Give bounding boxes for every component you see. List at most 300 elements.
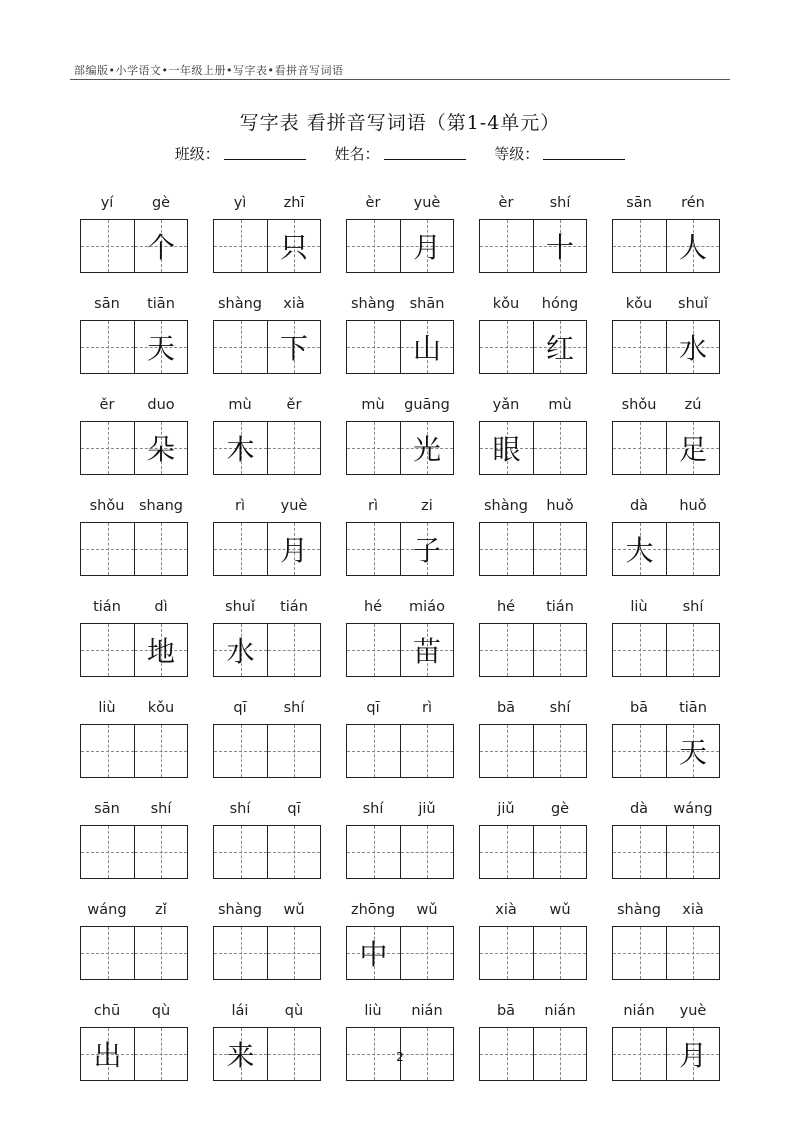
pinyin-row [612,898,720,922]
pinyin-syllable: yì [233,195,247,211]
writing-boxes [479,926,587,980]
tian-zi-ge-box[interactable] [214,220,267,272]
pinyin-row [213,999,321,1023]
tian-zi-ge-box[interactable] [613,422,666,474]
tian-zi-ge-box[interactable] [134,725,187,777]
word-cell [213,494,321,576]
tian-zi-ge-box[interactable] [267,220,320,272]
pinyin-syllable: huǒ [679,498,707,514]
word-cell [612,292,720,374]
class-blank[interactable] [224,145,306,160]
pinyin-syllable: wáng [87,902,127,918]
pinyin-syllable: qī [287,801,301,817]
tian-zi-ge-box[interactable] [666,523,719,575]
pinyin-syllable: guāng [404,397,450,413]
writing-boxes [213,825,321,879]
pinyin-row [80,595,188,619]
pinyin-row [612,292,720,316]
word-cell [346,494,454,576]
name-label: 姓名： [334,145,380,163]
page-header: 部编版•小学语文•一年级上册•写字表•看拼音写词语 [74,64,344,77]
tian-zi-ge-box[interactable] [533,321,586,373]
tian-zi-ge-box[interactable] [267,725,320,777]
pinyin-syllable: ěr [286,397,302,413]
tian-zi-ge-box[interactable] [347,725,400,777]
pinyin-syllable: shí [682,599,704,615]
tian-zi-ge-box[interactable] [613,523,666,575]
pinyin-syllable: nián [544,1003,576,1019]
hanzi-character: 足 [678,433,707,466]
pinyin-row [479,696,587,720]
word-cell [346,999,454,1081]
writing-boxes [346,926,454,980]
writing-boxes [479,320,587,374]
hanzi-character: 水 [226,635,255,668]
tian-zi-ge-box[interactable] [347,624,400,676]
pinyin-syllable: shí [362,801,384,817]
writing-boxes [479,421,587,475]
tian-zi-ge-box[interactable] [480,220,533,272]
pinyin-syllable: liù [98,700,116,716]
hanzi-character: 来 [226,1039,255,1072]
writing-boxes [612,724,720,778]
pinyin-syllable: huǒ [546,498,574,514]
pinyin-row [479,292,587,316]
tian-zi-ge-box[interactable] [81,1028,134,1080]
pinyin-syllable: wǔ [416,902,438,918]
header-divider [70,79,730,80]
pinyin-syllable: tián [546,599,574,615]
tian-zi-ge-box[interactable] [666,725,719,777]
hanzi-character: 个 [146,231,175,264]
pinyin-row [479,494,587,518]
tian-zi-ge-box[interactable] [533,523,586,575]
tian-zi-ge-box[interactable] [267,523,320,575]
tian-zi-ge-box[interactable] [480,927,533,979]
tian-zi-ge-box[interactable] [134,220,187,272]
word-cell [80,191,188,273]
writing-boxes [80,825,188,879]
pinyin-syllable: wǔ [549,902,571,918]
pinyin-syllable: rì [368,498,378,514]
pinyin-syllable: shuǐ [678,296,708,312]
word-cell [80,292,188,374]
hanzi-character: 光 [412,433,441,466]
tian-zi-ge-box[interactable] [134,422,187,474]
pinyin-syllable: shān [409,296,445,312]
name-blank[interactable] [384,145,466,160]
pinyin-row [80,696,188,720]
writing-boxes [80,724,188,778]
pinyin-syllable: dì [154,599,168,615]
tian-zi-ge-box[interactable] [533,725,586,777]
word-cell [80,393,188,475]
pinyin-row [213,696,321,720]
pinyin-syllable: shàng [616,902,662,918]
hanzi-character: 地 [146,635,175,668]
tian-zi-ge-box[interactable] [134,523,187,575]
word-cell [612,898,720,980]
page-number: 2 [396,1050,404,1064]
tian-zi-ge-box[interactable] [347,523,400,575]
pinyin-syllable: bā [496,1003,516,1019]
writing-boxes [612,522,720,576]
hanzi-character: 木 [226,433,255,466]
pinyin-syllable: miáo [409,599,445,615]
pinyin-syllable: tián [93,599,121,615]
hanzi-character: 苗 [412,635,441,668]
pinyin-syllable: shǒu [89,498,125,514]
pinyin-row [479,999,587,1023]
pinyin-row [346,797,454,821]
pinyin-syllable: tiān [679,700,707,716]
tian-zi-ge-box[interactable] [81,523,134,575]
word-cell [612,999,720,1081]
pinyin-row [80,494,188,518]
pinyin-row [346,292,454,316]
pinyin-syllable: kǒu [492,296,520,312]
hanzi-character: 下 [279,332,308,365]
tian-zi-ge-box[interactable] [480,422,533,474]
tian-zi-ge-box[interactable] [613,725,666,777]
hanzi-character: 月 [279,534,308,567]
tian-zi-ge-box[interactable] [134,624,187,676]
tian-zi-ge-box[interactable] [400,220,453,272]
word-cell [479,494,587,576]
tian-zi-ge-box[interactable] [214,725,267,777]
tian-zi-ge-box[interactable] [214,826,267,878]
word-cell [80,898,188,980]
word-cell [213,797,321,879]
writing-boxes [346,623,454,677]
pinyin-syllable: qī [233,700,247,716]
word-cell [612,494,720,576]
pinyin-syllable: zhī [283,195,305,211]
tian-zi-ge-box[interactable] [533,220,586,272]
tian-zi-ge-box[interactable] [613,927,666,979]
tian-zi-ge-box[interactable] [613,624,666,676]
pinyin-syllable: xià [283,296,305,312]
tian-zi-ge-box[interactable] [267,321,320,373]
word-cell [479,999,587,1081]
pinyin-syllable: tián [280,599,308,615]
word-cell [612,797,720,879]
tian-zi-ge-box[interactable] [666,422,719,474]
writing-boxes [612,825,720,879]
hanzi-character: 水 [678,332,707,365]
pinyin-syllable: zi [421,498,433,514]
hanzi-character: 山 [412,332,441,365]
tian-zi-ge-box[interactable] [267,826,320,878]
word-cell [346,292,454,374]
writing-boxes [612,421,720,475]
name-field [334,143,465,164]
tian-zi-ge-box[interactable] [214,523,267,575]
tian-zi-ge-box[interactable] [666,927,719,979]
pinyin-row [612,999,720,1023]
pinyin-syllable: gè [151,195,171,211]
word-cell [346,191,454,273]
writing-boxes [80,522,188,576]
tian-zi-ge-box[interactable] [400,321,453,373]
hanzi-character: 朵 [146,433,175,466]
hanzi-character: 眼 [492,433,521,466]
pinyin-row [479,595,587,619]
pinyin-syllable: shǒu [621,397,657,413]
writing-boxes [612,926,720,980]
grade-blank[interactable] [543,145,625,160]
writing-boxes [346,219,454,273]
word-cell [213,696,321,778]
pinyin-syllable: shí [549,195,571,211]
pinyin-syllable: èr [498,195,514,211]
writing-boxes [612,320,720,374]
tian-zi-ge-box[interactable] [214,1028,267,1080]
pinyin-row [479,898,587,922]
pinyin-syllable: gè [550,801,570,817]
class-field [175,143,306,164]
tian-zi-ge-box[interactable] [666,220,719,272]
writing-boxes [213,926,321,980]
pinyin-syllable: mù [361,397,385,413]
hanzi-character: 十 [545,231,574,264]
pinyin-syllable: èr [365,195,381,211]
tian-zi-ge-box[interactable] [214,927,267,979]
pinyin-row [346,898,454,922]
pinyin-syllable: sān [94,801,120,817]
hanzi-character: 出 [93,1039,122,1072]
pinyin-row [80,898,188,922]
writing-boxes [346,825,454,879]
pinyin-row [213,494,321,518]
pinyin-row [479,797,587,821]
pinyin-syllable: liù [364,1003,382,1019]
student-info-row [0,143,800,164]
tian-zi-ge-box[interactable] [400,927,453,979]
writing-boxes [479,522,587,576]
hanzi-character: 天 [146,332,175,365]
tian-zi-ge-box[interactable] [81,624,134,676]
word-cell [80,595,188,677]
tian-zi-ge-box[interactable] [400,422,453,474]
tian-zi-ge-box[interactable] [533,624,586,676]
pinyin-syllable: wǔ [283,902,305,918]
pinyin-syllable: bā [496,700,516,716]
tian-zi-ge-box[interactable] [613,826,666,878]
pinyin-syllable: yí [100,195,114,211]
tian-zi-ge-box[interactable] [533,927,586,979]
tian-zi-ge-box[interactable] [134,927,187,979]
writing-boxes [80,421,188,475]
writing-boxes [80,926,188,980]
pinyin-syllable: hé [496,599,516,615]
tian-zi-ge-box[interactable] [400,826,453,878]
pinyin-syllable: qī [366,700,380,716]
writing-boxes [479,724,587,778]
pinyin-syllable: rì [235,498,245,514]
tian-zi-ge-box[interactable] [480,725,533,777]
word-cell [479,595,587,677]
writing-boxes [479,219,587,273]
pinyin-row [80,292,188,316]
grade-label: 等级： [494,145,540,163]
word-cell [479,393,587,475]
writing-boxes [346,724,454,778]
pinyin-syllable: wáng [673,801,713,817]
writing-boxes [80,219,188,273]
word-cell [213,292,321,374]
pinyin-row [346,595,454,619]
pinyin-row [346,191,454,215]
word-cell [80,696,188,778]
hanzi-character: 人 [678,231,707,264]
writing-boxes [213,320,321,374]
writing-boxes [346,320,454,374]
pinyin-row [213,595,321,619]
writing-boxes [80,320,188,374]
pinyin-syllable: yuè [679,1003,707,1019]
tian-zi-ge-box[interactable] [480,321,533,373]
pinyin-syllable: kǒu [147,700,175,716]
tian-zi-ge-box[interactable] [134,826,187,878]
writing-boxes [479,825,587,879]
pinyin-row [80,191,188,215]
word-cell [346,797,454,879]
pinyin-syllable: jiǔ [497,801,515,817]
tian-zi-ge-box[interactable] [267,624,320,676]
pinyin-syllable: hé [363,599,383,615]
pinyin-syllable: jiǔ [418,801,436,817]
tian-zi-ge-box[interactable] [347,826,400,878]
tian-zi-ge-box[interactable] [533,826,586,878]
writing-boxes [346,421,454,475]
writing-boxes [213,219,321,273]
tian-zi-ge-box[interactable] [666,321,719,373]
writing-boxes [346,522,454,576]
pinyin-row [346,494,454,518]
pinyin-syllable: tiān [147,296,175,312]
tian-zi-ge-box[interactable] [81,422,134,474]
pinyin-row [346,999,454,1023]
word-cell [612,191,720,273]
tian-zi-ge-box[interactable] [480,624,533,676]
pinyin-syllable: bā [629,700,649,716]
pinyin-row [479,191,587,215]
pinyin-syllable: shí [283,700,305,716]
tian-zi-ge-box[interactable] [613,220,666,272]
word-cell [479,191,587,273]
tian-zi-ge-box[interactable] [480,826,533,878]
pinyin-row [213,898,321,922]
word-cell [80,494,188,576]
pinyin-syllable: sān [626,195,652,211]
tian-zi-ge-box[interactable] [666,826,719,878]
pinyin-row [612,494,720,518]
hanzi-character: 子 [412,534,441,567]
writing-boxes [80,623,188,677]
word-cell [479,898,587,980]
pinyin-syllable: yuè [413,195,441,211]
tian-zi-ge-box[interactable] [613,321,666,373]
tian-zi-ge-box[interactable] [134,321,187,373]
pinyin-syllable: duo [147,397,175,413]
word-cell [213,898,321,980]
hanzi-character: 大 [625,534,654,567]
tian-zi-ge-box[interactable] [267,422,320,474]
pinyin-syllable: shàng [350,296,396,312]
pinyin-syllable: zhōng [350,902,396,918]
word-cell [612,595,720,677]
tian-zi-ge-box[interactable] [214,321,267,373]
pinyin-syllable: qù [284,1003,304,1019]
pinyin-row [346,696,454,720]
grade-field [494,143,625,164]
tian-zi-ge-box[interactable] [666,624,719,676]
pinyin-syllable: mù [548,397,572,413]
pinyin-syllable: shàng [217,902,263,918]
tian-zi-ge-box[interactable] [81,321,134,373]
tian-zi-ge-box[interactable] [81,927,134,979]
hanzi-character: 红 [545,332,574,365]
tian-zi-ge-box[interactable] [267,927,320,979]
tian-zi-ge-box[interactable] [347,927,400,979]
word-cell [213,999,321,1081]
tian-zi-ge-box[interactable] [400,624,453,676]
hanzi-character: 月 [678,1039,707,1072]
pinyin-syllable: sān [94,296,120,312]
pinyin-syllable: shí [229,801,251,817]
word-cell [346,393,454,475]
tian-zi-ge-box[interactable] [81,826,134,878]
writing-boxes [479,623,587,677]
hanzi-character: 只 [279,231,308,264]
tian-zi-ge-box[interactable] [666,1028,719,1080]
tian-zi-ge-box[interactable] [347,422,400,474]
tian-zi-ge-box[interactable] [400,725,453,777]
writing-boxes [213,522,321,576]
pinyin-syllable: yǎn [492,397,520,413]
pinyin-syllable: nián [411,1003,443,1019]
tian-zi-ge-box[interactable] [214,422,267,474]
tian-zi-ge-box[interactable] [81,220,134,272]
writing-boxes [213,623,321,677]
pinyin-row [346,393,454,417]
word-grid [80,191,722,1081]
pinyin-row [213,393,321,417]
pinyin-syllable: yuè [280,498,308,514]
word-cell [213,393,321,475]
tian-zi-ge-box[interactable] [347,321,400,373]
word-cell [346,898,454,980]
worksheet-title: 写字表 看拼音写词语（第1-4单元） [239,112,561,134]
word-cell [213,595,321,677]
pinyin-row [612,393,720,417]
tian-zi-ge-box[interactable] [533,422,586,474]
pinyin-syllable: dà [629,498,649,514]
pinyin-syllable: rén [681,195,705,211]
tian-zi-ge-box[interactable] [347,220,400,272]
pinyin-row [213,292,321,316]
pinyin-syllable: shang [138,498,184,514]
tian-zi-ge-box[interactable] [214,624,267,676]
tian-zi-ge-box[interactable] [81,725,134,777]
tian-zi-ge-box[interactable] [400,523,453,575]
hanzi-character: 天 [678,736,707,769]
pinyin-syllable: shí [150,801,172,817]
pinyin-row [213,191,321,215]
word-cell [80,999,188,1081]
tian-zi-ge-box[interactable] [480,523,533,575]
